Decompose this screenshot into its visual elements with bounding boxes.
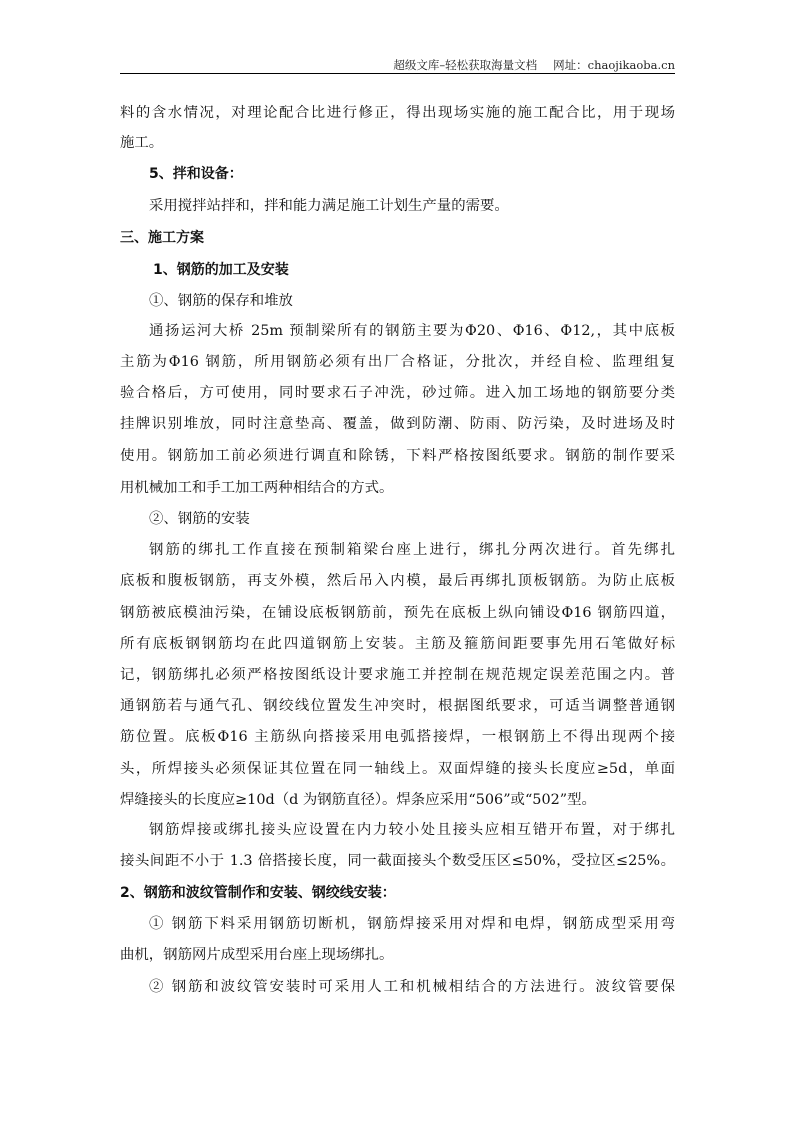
- text-line: ②、钢筋的安装: [149, 511, 250, 527]
- text-line: 接头间距不小于 1.3 倍搭接长度，同一截面接头个数受压区≤50%，受拉区≤25%。: [120, 853, 675, 869]
- text-line: 钢筋焊接或绑扎接头应设置在内力较小处且接头应相互错开布置，对于绑扎: [149, 822, 675, 838]
- section-heading: 5、拌和设备：: [149, 166, 243, 182]
- text-line: 头，所焊接头必须保证其位置在同一轴线上。双面焊缝的接头长度应≥5d，单面: [120, 761, 675, 777]
- text-line: 使用。钢筋加工前必须进行调直和除锈，下料严格按图纸要求。钢筋的制作要采: [120, 448, 675, 464]
- text-line: 焊缝接头的长度应≥10d（d 为钢筋直径）。焊条应采用“506”或“502”型。: [120, 792, 596, 808]
- section-heading: 三、施工方案: [120, 230, 204, 246]
- text-line: 所有底板钢钢筋均在此四道钢筋上安装。主筋及箍筋间距要事先用石笔做好标: [120, 636, 675, 652]
- text-line: 曲机，钢筋网片成型采用台座上现场绑扎。: [120, 947, 394, 963]
- text-line: 料的含水情况，对理论配合比进行修正，得出现场实施的施工配合比，用于现场: [120, 105, 675, 121]
- text-line: ①、钢筋的保存和堆放: [149, 293, 293, 309]
- text-line: 通扬运河大桥 25m 预制梁所有的钢筋主要为Φ20、Φ16、Φ12,，其中底板: [149, 323, 675, 339]
- text-line: 通钢筋若与通气孔、钢绞线位置发生冲突时，根据图纸要求，可适当调整普通钢: [120, 698, 675, 714]
- text-line: ① 钢筋下料采用钢筋切断机，钢筋焊接采用对焊和电焊，钢筋成型采用弯: [149, 916, 675, 932]
- page-header: [393, 57, 675, 73]
- text-line: 验合格后，方可使用，同时要求石子冲洗，砂过筛。进入加工场地的钢筋要分类: [120, 385, 675, 401]
- text-line: 用机械加工和手工加工两种相结合的方式。: [120, 480, 394, 496]
- text-line: 底板和腹板钢筋，再支外模，然后吊入内模，最后再绑扎顶板钢筋。为防止底板: [120, 573, 675, 589]
- header-divider: [120, 73, 675, 74]
- text-line: 挂牌识别堆放，同时注意垫高、覆盖，做到防潮、防雨、防污染，及时进场及时: [120, 416, 675, 432]
- text-line: 记，钢筋绑扎必须严格按图纸设计要求施工并控制在规范规定误差范围之内。普: [120, 667, 675, 683]
- text-line: ② 钢筋和波纹管安装时可采用人工和机械相结合的方法进行。波纹管要保: [149, 979, 675, 995]
- header-url: 网址：chaojikaoba.cn: [553, 58, 675, 72]
- text-line: 施工。: [120, 135, 164, 151]
- text-line: 采用搅拌站拌和，拌和能力满足施工计划生产量的需要。: [149, 198, 509, 214]
- text-line: 筋位置。底板Φ16 主筋纵向搭接采用电弧搭接焊，一根钢筋上不得出现两个接: [120, 729, 675, 745]
- section-heading: 1、钢筋的加工及安装: [153, 262, 289, 278]
- text-line: 主筋为Φ16 钢筋，所用钢筋必须有出厂合格证，分批次，并经自检、监理组复: [120, 354, 675, 370]
- header-site-name: 超级文库–轻松获取海量文档: [393, 58, 538, 72]
- text-line: 钢筋的绑扎工作直接在预制箱梁台座上进行，绑扎分两次进行。首先绑扎: [149, 542, 675, 558]
- text-line: 钢筋被底模油污染，在铺设底板钢筋前，预先在底板上纵向铺设Φ16 钢筋四道，: [120, 605, 675, 621]
- section-heading: 2、钢筋和波纹管制作和安装、钢绞线安装：: [120, 885, 396, 901]
